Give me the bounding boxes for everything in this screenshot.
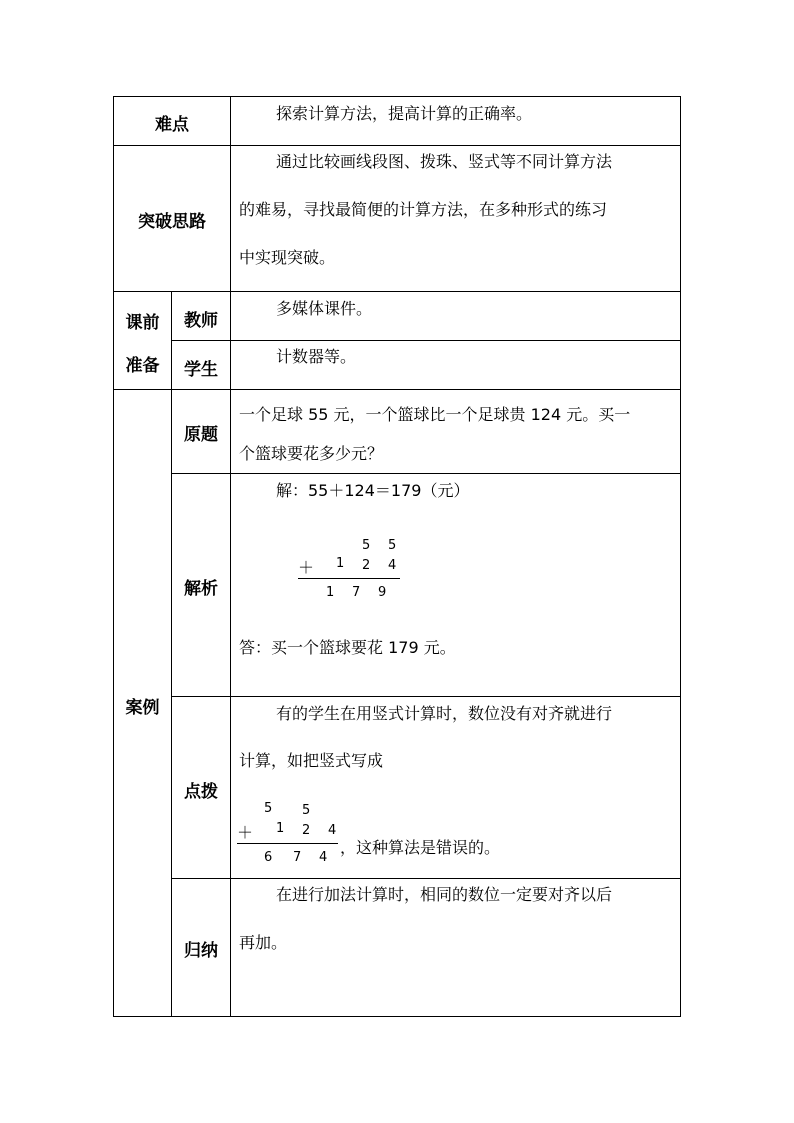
wrong-digit-r2-a: 1 [276, 821, 285, 836]
plus-sign: ＋ [298, 558, 315, 577]
digit-res-ones: 9 [378, 585, 387, 600]
label-preparation-top: 课前 [125, 313, 160, 333]
rule-3 [171, 340, 681, 341]
digit-r2-hundreds: 1 [336, 556, 345, 571]
label-case: 案例 [125, 698, 160, 718]
rule-5 [171, 473, 681, 474]
label-preparation-bottom: 准备 [125, 356, 160, 376]
wrong-plus-sign: ＋ [237, 823, 254, 842]
wrong-digit-res-a: 6 [264, 850, 273, 865]
rule-7 [171, 878, 681, 879]
rule-2 [113, 291, 681, 292]
label-breakthrough: 突破思路 [138, 212, 206, 232]
rule-6 [171, 696, 681, 697]
wrong-sum-line [237, 843, 338, 844]
label-original: 原题 [184, 425, 218, 445]
text-difficulty: 探索计算方法，提高计算的正确率。 [276, 104, 533, 123]
label-teacher: 教师 [184, 311, 218, 331]
wrong-digit-res-c: 4 [319, 850, 328, 865]
text-teacher: 多媒体课件。 [276, 299, 373, 318]
rule-content [230, 96, 231, 1017]
wrong-digit-r2-c: 4 [328, 823, 337, 838]
text-summary-line-1: 在进行加法计算时，相同的数位一定要对齐以后 [276, 885, 613, 904]
digit-r2-tens: 2 [362, 558, 371, 573]
rule-1 [113, 145, 681, 146]
wrong-digit-r1-a: 5 [264, 801, 273, 816]
label-hint: 点拨 [184, 782, 218, 802]
rule-right [680, 96, 681, 1017]
digit-r2-ones: 4 [388, 558, 397, 573]
text-hint-suffix: ，这种算法是错误的。 [340, 838, 501, 857]
digit-r1-ones: 5 [388, 538, 397, 553]
rule-left [113, 96, 114, 1017]
rule-top [113, 96, 681, 97]
digit-res-tens: 7 [352, 585, 361, 600]
text-breakthrough-line-2: 的难易，寻找最简便的计算方法，在多种形式的练习 [239, 200, 608, 219]
text-breakthrough-line-1: 通过比较画线段图、拨珠、竖式等不同计算方法 [276, 152, 613, 171]
text-answer: 答：买一个篮球要花 179 元。 [239, 638, 456, 657]
rule-bottom [113, 1016, 681, 1017]
text-summary-line-2: 再加。 [239, 933, 288, 952]
text-hint-line-1: 有的学生在用竖式计算时，数位没有对齐就进行 [276, 704, 613, 723]
label-student: 学生 [184, 360, 218, 380]
text-original-line-1: 一个足球 55 元，一个篮球比一个足球贵 124 元。买一 [239, 405, 631, 424]
rule-4 [113, 389, 681, 390]
sum-line [298, 578, 400, 579]
label-summary: 归纳 [184, 941, 218, 961]
wrong-digit-res-b: 7 [293, 850, 302, 865]
wrong-digit-r2-b: 2 [302, 823, 311, 838]
text-breakthrough-line-3: 中实现突破。 [239, 248, 336, 267]
label-difficulty: 难点 [155, 115, 189, 135]
rule-inner [171, 291, 172, 1017]
label-analysis: 解析 [184, 579, 218, 599]
text-student: 计数器等。 [276, 347, 357, 366]
digit-r1-tens: 5 [362, 538, 371, 553]
text-original-line-2: 个篮球要花多少元？ [239, 444, 384, 463]
text-solution: 解：55＋124＝179（元） [276, 481, 470, 500]
wrong-digit-r1-b: 5 [302, 803, 311, 818]
text-hint-line-2: 计算，如把竖式写成 [239, 751, 384, 770]
digit-res-hundreds: 1 [326, 585, 335, 600]
